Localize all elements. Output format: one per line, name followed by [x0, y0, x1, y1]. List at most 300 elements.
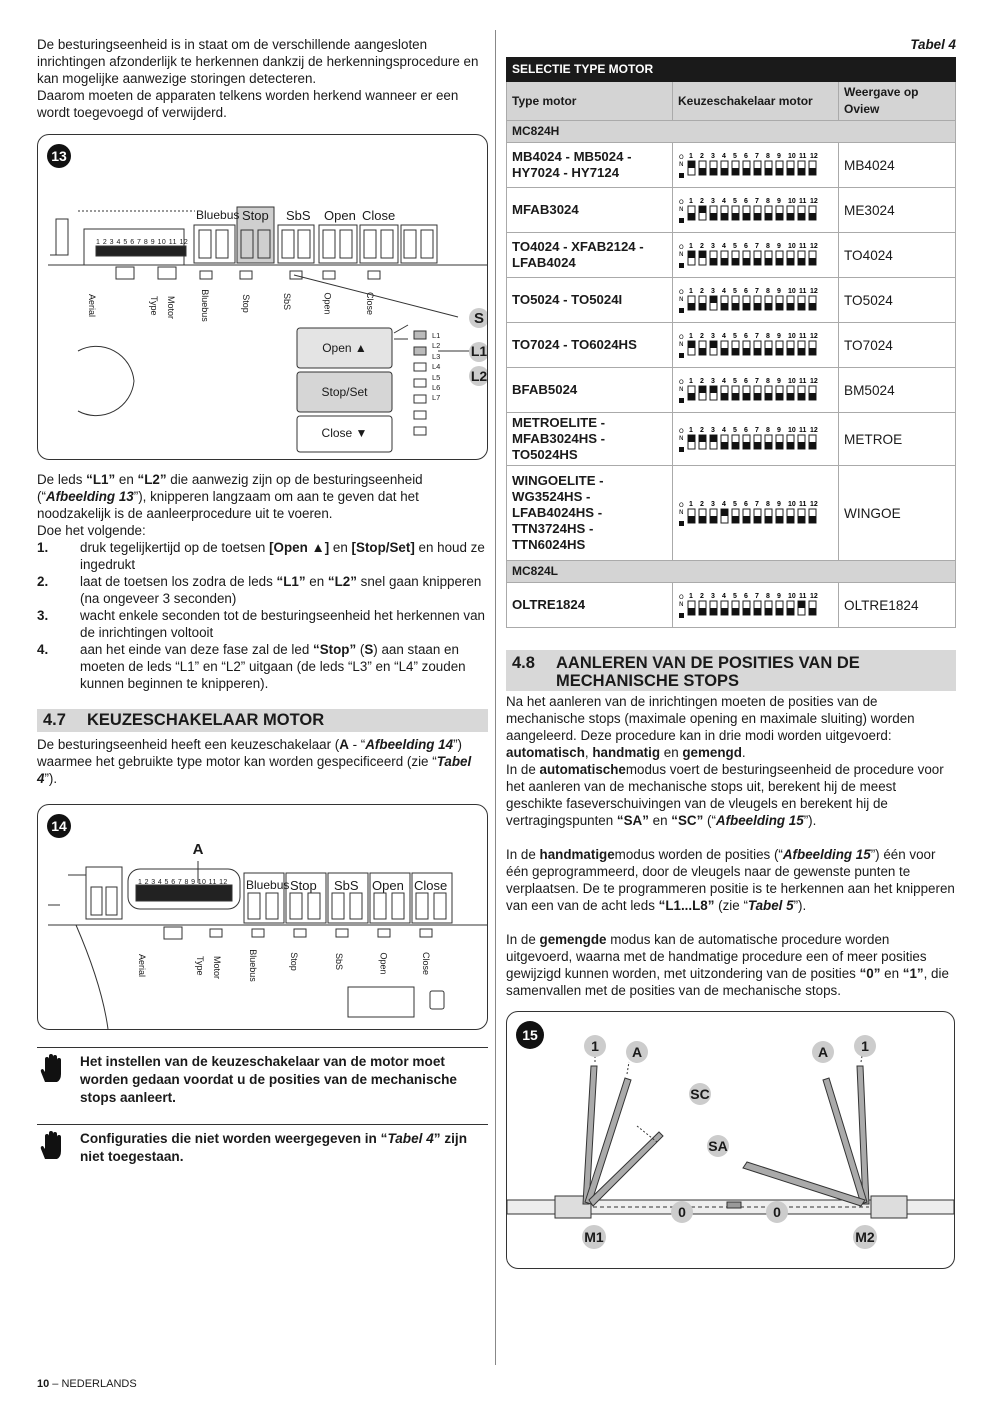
intro-paragraph-2: Daarom moeten de apparaten telkens worden herkend wanneer er een wordt toegevoegd of verwijderd. — [37, 88, 459, 120]
dip-number: 4 — [722, 333, 726, 340]
dip-number: 8 — [766, 153, 770, 160]
step-number: 1. — [37, 540, 49, 555]
fig14-callout-a: A — [192, 841, 204, 858]
fig14-label-motor-type: Motor Type — [195, 956, 222, 980]
table-4-row — [507, 143, 956, 188]
table-4-row — [507, 413, 956, 466]
motor-type-cell: TO5024 - TO5024I — [507, 278, 673, 323]
dip-switch-off — [732, 442, 739, 449]
fig13-dip-numbers: 1 2 3 4 5 6 7 8 9 10 11 12 — [96, 239, 189, 246]
text: ”), knipperen langzaam om aan te geven dat het noodzakelijk is de aanleerprocedure uit te voeren. — [37, 489, 419, 521]
fig14-terminal-sbs: SbS — [334, 878, 359, 893]
dip-number: 7 — [755, 333, 759, 340]
dip-on-label: O — [679, 379, 684, 386]
text: laat de toetsen los zodra de leds — [80, 574, 277, 589]
dip-number: 9 — [777, 153, 781, 160]
fig13-callout-l1: L1 — [470, 343, 488, 359]
motor-type-cell: OLTRE1824 — [507, 583, 673, 628]
section-4-7-paragraph — [37, 736, 488, 787]
dip-switch-off — [765, 303, 772, 310]
table-4-group-name: MC824H — [507, 121, 956, 143]
text-bold: automatisch — [506, 745, 585, 760]
fig14-label-aerial: Aerial — [137, 953, 148, 978]
fig13-terminal-sbs: SbS — [286, 208, 311, 223]
table-4-header-view: Weergave op Oview — [839, 82, 956, 121]
fig13-terminal-stop: Stop — [242, 208, 269, 223]
dip-switch-on — [798, 601, 805, 608]
dip-switch-off — [809, 393, 816, 400]
dip-switch-off — [765, 393, 772, 400]
table-4-group-row — [507, 121, 956, 143]
step-item — [37, 539, 488, 573]
dip-number: 5 — [733, 243, 737, 250]
dip-number: 12 — [810, 198, 818, 205]
figure-ref: Afbeelding 15 — [782, 847, 871, 862]
dip-switch-off — [699, 608, 706, 615]
dip-switch-off — [765, 213, 772, 220]
text: ) aan staan en moeten de leds “L1” en “L2” uitgaan (de leds “L3” en “L4” zouden kunnen beginnen te knipperen). — [80, 642, 466, 691]
dip-switch-off — [798, 213, 805, 220]
dip-number: 12 — [810, 333, 818, 340]
oview-cell: TO7024 — [839, 323, 956, 368]
text: en — [880, 966, 903, 981]
dip-switch-off — [809, 168, 816, 175]
fig13-label-aerial: Aerial — [87, 293, 98, 318]
dip-number: 5 — [733, 593, 737, 600]
text: In de — [506, 847, 540, 862]
table-4-group-row — [507, 561, 956, 583]
dip-number: 4 — [722, 378, 726, 385]
switch-cell — [673, 278, 839, 323]
fig15-label: M2 — [855, 1229, 875, 1245]
dip-switch-on — [699, 386, 706, 393]
dip-switch-off — [699, 516, 706, 523]
dip-switch-off — [787, 213, 794, 220]
dip-number: 11 — [799, 427, 807, 434]
dip-switch-off — [743, 168, 750, 175]
dip-switch-diagram — [678, 241, 818, 269]
figure-15 — [506, 1011, 955, 1269]
table-4-title: SELECTIE TYPE MOTOR — [507, 58, 956, 82]
dip-switch-off — [776, 516, 783, 523]
dip-number: 12 — [810, 427, 818, 434]
motor-type-cell: BFAB5024 — [507, 368, 673, 413]
motor-type-cell: MFAB3024 — [507, 188, 673, 233]
dip-number: 6 — [744, 501, 748, 508]
dip-number: 11 — [799, 153, 807, 160]
table-4-caption: Tabel 4 — [910, 37, 956, 52]
dip-number: 3 — [711, 378, 715, 385]
text: ”). — [803, 813, 817, 828]
dip-switch-off — [765, 442, 772, 449]
fig13-label-bluebus: Bluebus — [199, 289, 210, 322]
oview-cell: ME3024 — [839, 188, 956, 233]
dip-number: 7 — [755, 153, 759, 160]
dip-number: 12 — [810, 501, 818, 508]
dip-switch-off — [787, 258, 794, 265]
dip-switch-off — [710, 258, 717, 265]
dip-switch-off — [754, 303, 761, 310]
motor-type-cell: METROELITE - MFAB3024HS - TO5024HS — [507, 413, 673, 466]
fig13-label-motor-type: Motor Type — [149, 296, 176, 320]
dip-switch-off — [798, 393, 805, 400]
dip-number: 6 — [744, 288, 748, 295]
table-4-row — [507, 278, 956, 323]
dip-number: 5 — [733, 288, 737, 295]
dip-number: 11 — [799, 243, 807, 250]
dip-number: 4 — [722, 198, 726, 205]
dip-switch-off — [732, 213, 739, 220]
fig15-label: M1 — [584, 1229, 604, 1245]
dip-number: 9 — [777, 501, 781, 508]
table-4 — [506, 57, 956, 628]
dip-switch-off — [776, 442, 783, 449]
dip-number: 8 — [766, 333, 770, 340]
dip-on-label: O — [679, 334, 684, 341]
oview-cell: MB4024 — [839, 143, 956, 188]
dip-number: 9 — [777, 333, 781, 340]
dip-number: 11 — [799, 333, 807, 340]
dip-on-label: N — [679, 601, 684, 608]
dip-number: 1 — [689, 288, 693, 295]
sec48-para-2 — [506, 761, 956, 829]
dip-number: 4 — [722, 501, 726, 508]
dip-number: 4 — [722, 593, 726, 600]
dip-switch-off — [776, 168, 783, 175]
dip-switch-off — [754, 168, 761, 175]
fig15-label: 0 — [773, 1204, 781, 1220]
fig15-label: SA — [708, 1138, 728, 1154]
dip-number: 7 — [755, 427, 759, 434]
text: ”) waarmee het gebruikte type motor kan worden gespecificeerd (zie “ — [37, 737, 462, 769]
dip-number: 12 — [810, 153, 818, 160]
dip-switch-off — [688, 516, 695, 523]
fig14-terminal-bluebus: Bluebus — [246, 878, 290, 892]
dip-number: 4 — [722, 153, 726, 160]
fig14-terminal-close: Close — [414, 878, 448, 893]
dip-switch-off — [721, 348, 728, 355]
dip-switch-off — [787, 393, 794, 400]
fig15-label: 0 — [678, 1204, 686, 1220]
dip-number: 6 — [744, 243, 748, 250]
dip-number: 1 — [689, 243, 693, 250]
dip-number: 3 — [711, 427, 715, 434]
dip-switch-diagram — [678, 196, 818, 224]
table-4-header-switch: Keuzeschakelaar motor — [673, 82, 839, 121]
figure-14 — [37, 804, 488, 1030]
fig14-label-sbs: SbS — [334, 952, 345, 971]
dip-switch-off — [754, 213, 761, 220]
text: De leds — [37, 472, 87, 487]
dip-switch-off — [809, 213, 816, 220]
dip-number: 5 — [733, 333, 737, 340]
dip-number: 7 — [755, 593, 759, 600]
dip-switch-on — [710, 435, 717, 442]
dip-number: 7 — [755, 243, 759, 250]
dip-switch-off — [809, 258, 816, 265]
dip-number: 10 — [788, 288, 796, 295]
text: . — [741, 745, 746, 760]
oview-cell: WINGOE — [839, 466, 956, 561]
dip-number: 8 — [766, 243, 770, 250]
dip-number: 6 — [744, 427, 748, 434]
dip-switch-off — [798, 442, 805, 449]
oview-cell: METROE — [839, 413, 956, 466]
table-4-group-name: MC824L — [507, 561, 956, 583]
dip-switch-off — [765, 608, 772, 615]
text: en — [660, 745, 683, 760]
dip-switch-off — [787, 442, 794, 449]
text-bold: handmatig — [592, 745, 661, 760]
dip-number: 12 — [810, 378, 818, 385]
text-bold: “1” — [902, 966, 924, 981]
dip-number: 3 — [711, 501, 715, 508]
dip-number: 3 — [711, 198, 715, 205]
fig14-terminal-open: Open — [372, 878, 404, 893]
dip-switch-on — [699, 206, 706, 213]
table-4-row — [507, 368, 956, 413]
dip-number: 11 — [799, 593, 807, 600]
text: en — [329, 540, 352, 555]
dip-number: 3 — [711, 243, 715, 250]
section-title: AANLEREN VAN DE POSITIES VAN DE MECHANISCHE STOPS — [556, 654, 860, 690]
dip-on-label: O — [679, 428, 684, 435]
dip-number: 10 — [788, 427, 796, 434]
text: , die samenvallen met de posities van de mechanische stops. — [506, 966, 949, 998]
dip-number: 2 — [700, 198, 704, 205]
dip-number: 2 — [700, 333, 704, 340]
fig13-label-open: Open — [322, 292, 333, 315]
dip-switch-on — [721, 509, 728, 516]
dip-on-label: O — [679, 199, 684, 206]
dip-number: 6 — [744, 593, 748, 600]
dip-number: 1 — [689, 333, 693, 340]
fig13-terminal-open: Open — [324, 208, 356, 223]
dip-number: 5 — [733, 501, 737, 508]
fig13-label-sbs: SbS — [282, 292, 293, 311]
dip-switch-diagram — [678, 286, 818, 314]
dip-switch-off — [710, 608, 717, 615]
figure-ref: Afbeelding 15 — [715, 813, 804, 828]
figure-ref: Afbeelding 13 — [45, 489, 134, 504]
text: en houd ze ingedrukt — [80, 540, 485, 572]
dip-number: 7 — [755, 288, 759, 295]
dip-switch-off — [809, 348, 816, 355]
dip-number: 6 — [744, 198, 748, 205]
dip-number: 11 — [799, 288, 807, 295]
dip-switch-off — [743, 516, 750, 523]
dip-number: 10 — [788, 593, 796, 600]
dip-number: 11 — [799, 198, 807, 205]
dip-number: 7 — [755, 198, 759, 205]
fig13-port-labels — [38, 285, 487, 325]
dip-number: 11 — [799, 378, 807, 385]
dip-number: 12 — [810, 243, 818, 250]
text-bold: [Open ▲] — [269, 540, 330, 555]
switch-cell — [673, 466, 839, 561]
dip-number: 9 — [777, 378, 781, 385]
dip-switch-off — [721, 393, 728, 400]
dip-switch-off — [721, 303, 728, 310]
dip-switch-off — [743, 303, 750, 310]
table-ref: Tabel 5 — [747, 898, 794, 913]
fig15-label: A — [817, 1044, 829, 1060]
dip-switch-off — [721, 608, 728, 615]
section-number: 4.8 — [512, 654, 535, 672]
dip-number: 10 — [788, 243, 796, 250]
text-bold: [Stop/Set] — [351, 540, 415, 555]
dip-switch-off — [710, 213, 717, 220]
dip-switch-off — [732, 303, 739, 310]
dip-number: 5 — [733, 198, 737, 205]
text-bold: “L1...L8” — [658, 898, 715, 913]
fig14-port-labels — [38, 945, 487, 985]
dip-switch-off — [699, 168, 706, 175]
hand-stop-icon — [37, 1054, 67, 1084]
fig13-close-button: Close ▼ — [321, 426, 368, 440]
dip-number: 3 — [711, 153, 715, 160]
dip-switch-diagram — [678, 151, 818, 179]
dip-number: 2 — [700, 593, 704, 600]
text: druk tegelijkertijd op de toetsen — [80, 540, 270, 555]
dip-switch-off — [798, 258, 805, 265]
dip-number: 9 — [777, 593, 781, 600]
dip-switch-off — [798, 168, 805, 175]
dip-switch-off — [776, 393, 783, 400]
dip-on-label: N — [679, 296, 684, 303]
text: wacht enkele seconden tot de besturingseenheid het herkennen van de inrichtingen voltooit — [80, 608, 485, 640]
dip-number: 8 — [766, 198, 770, 205]
table-4-header-type: Type motor — [507, 82, 673, 121]
dip-on-label: N — [679, 386, 684, 393]
fig14-terminal-stop: Stop — [290, 878, 317, 893]
dip-switch-on — [688, 341, 695, 348]
fig14-label-bluebus: Bluebus — [247, 949, 258, 982]
dip-number: 12 — [810, 288, 818, 295]
dip-switch-off — [765, 168, 772, 175]
fig13-terminal-bluebus: Bluebus — [196, 208, 240, 222]
fig15-label: 1 — [591, 1038, 599, 1054]
dip-switch-diagram — [678, 425, 818, 453]
motor-type-cell: TO7024 - TO6024HS — [507, 323, 673, 368]
text: ( — [356, 642, 365, 657]
dip-number: 8 — [766, 378, 770, 385]
fig13-terminal-close: Close — [362, 208, 396, 223]
section-title: KEUZESCHAKELAAR MOTOR — [87, 711, 325, 729]
dip-number: 6 — [744, 333, 748, 340]
dip-number: 10 — [788, 333, 796, 340]
text-bold: “0” — [859, 966, 881, 981]
dip-switch-off — [699, 348, 706, 355]
fig13-label-stop: Stop — [240, 294, 251, 313]
sec48-para-4 — [506, 931, 956, 999]
switch-cell — [673, 233, 839, 278]
dip-number: 1 — [689, 198, 693, 205]
dip-number: 10 — [788, 501, 796, 508]
dip-switch-off — [743, 608, 750, 615]
text-bold: “L2” — [327, 574, 357, 589]
switch-cell — [673, 143, 839, 188]
dip-number: 1 — [689, 378, 693, 385]
dip-switch-off — [798, 516, 805, 523]
dip-switch-off — [721, 168, 728, 175]
text-bold: S — [364, 642, 374, 657]
dip-number: 7 — [755, 378, 759, 385]
oview-cell: TO5024 — [839, 278, 956, 323]
section-4-7-heading — [37, 709, 488, 732]
dip-number: 11 — [799, 501, 807, 508]
dip-switch-off — [688, 393, 695, 400]
dip-switch-on — [688, 161, 695, 168]
dip-number: 10 — [788, 198, 796, 205]
switch-cell — [673, 583, 839, 628]
dip-number: 3 — [711, 333, 715, 340]
dip-number: 1 — [689, 501, 693, 508]
dip-number: 2 — [700, 288, 704, 295]
dip-number: 7 — [755, 501, 759, 508]
step-number: 3. — [37, 608, 49, 623]
text: In de — [506, 932, 540, 947]
dip-number: 10 — [788, 153, 796, 160]
dip-on-label: O — [679, 244, 684, 251]
text-bold: gemengde — [539, 932, 607, 947]
text-bold: automatische — [539, 762, 626, 777]
dip-number: 9 — [777, 288, 781, 295]
dip-switch-off — [710, 168, 717, 175]
dip-number: 8 — [766, 427, 770, 434]
oview-cell: OLTRE1824 — [839, 583, 956, 628]
intro-paragraph: De besturingseenheid is in staat om de verschillende aangesloten inrichtingen afzonderlijk te herkennen dankzij de herkenningsprocedure en kan mogelijke aanwezige storingen detecteren. — [37, 37, 479, 86]
dip-switch-off — [743, 348, 750, 355]
sec48-para-3 — [506, 846, 956, 914]
text: ”). — [44, 771, 58, 786]
right-column — [506, 36, 956, 1269]
fig13-open-button: Open ▲ — [322, 341, 367, 355]
text: snel gaan knipperen (na ongeveer 3 seconden) — [80, 574, 482, 606]
section-number: 4.7 — [43, 711, 66, 729]
doe-label: Doe het volgende: — [37, 523, 146, 538]
page-number: 10 — [37, 1378, 50, 1390]
table-ref: Tabel 4 — [387, 1131, 434, 1146]
dip-on-label: O — [679, 154, 684, 161]
text-bold: gemengd — [682, 745, 742, 760]
fig14-label-open: Open — [378, 952, 389, 975]
text: - “ — [348, 737, 366, 752]
dip-number: 5 — [733, 153, 737, 160]
fig14-dip-numbers: 1 2 3 4 5 6 7 8 9 10 11 12 — [138, 879, 228, 886]
fig15-label: 1 — [861, 1038, 869, 1054]
dip-switch-on — [710, 386, 717, 393]
figure-13 — [37, 134, 488, 460]
dip-switch-off — [688, 303, 695, 310]
dip-switch-on — [710, 296, 717, 303]
dip-switch-off — [787, 608, 794, 615]
dip-switch-off — [776, 213, 783, 220]
text: en — [115, 472, 138, 487]
fig13-callout-l2: L2 — [470, 368, 488, 384]
page-footer — [37, 1378, 137, 1390]
fig15-label: SC — [690, 1086, 710, 1102]
figure-13-number: 13 — [47, 144, 71, 168]
dip-number: 5 — [733, 378, 737, 385]
table-4-row — [507, 466, 956, 561]
warning-1 — [37, 1047, 488, 1107]
text-bold: “L1” — [276, 574, 306, 589]
dip-switch-diagram — [678, 376, 818, 404]
switch-cell — [673, 188, 839, 233]
dip-number: 9 — [777, 243, 781, 250]
dip-switch-off — [710, 516, 717, 523]
